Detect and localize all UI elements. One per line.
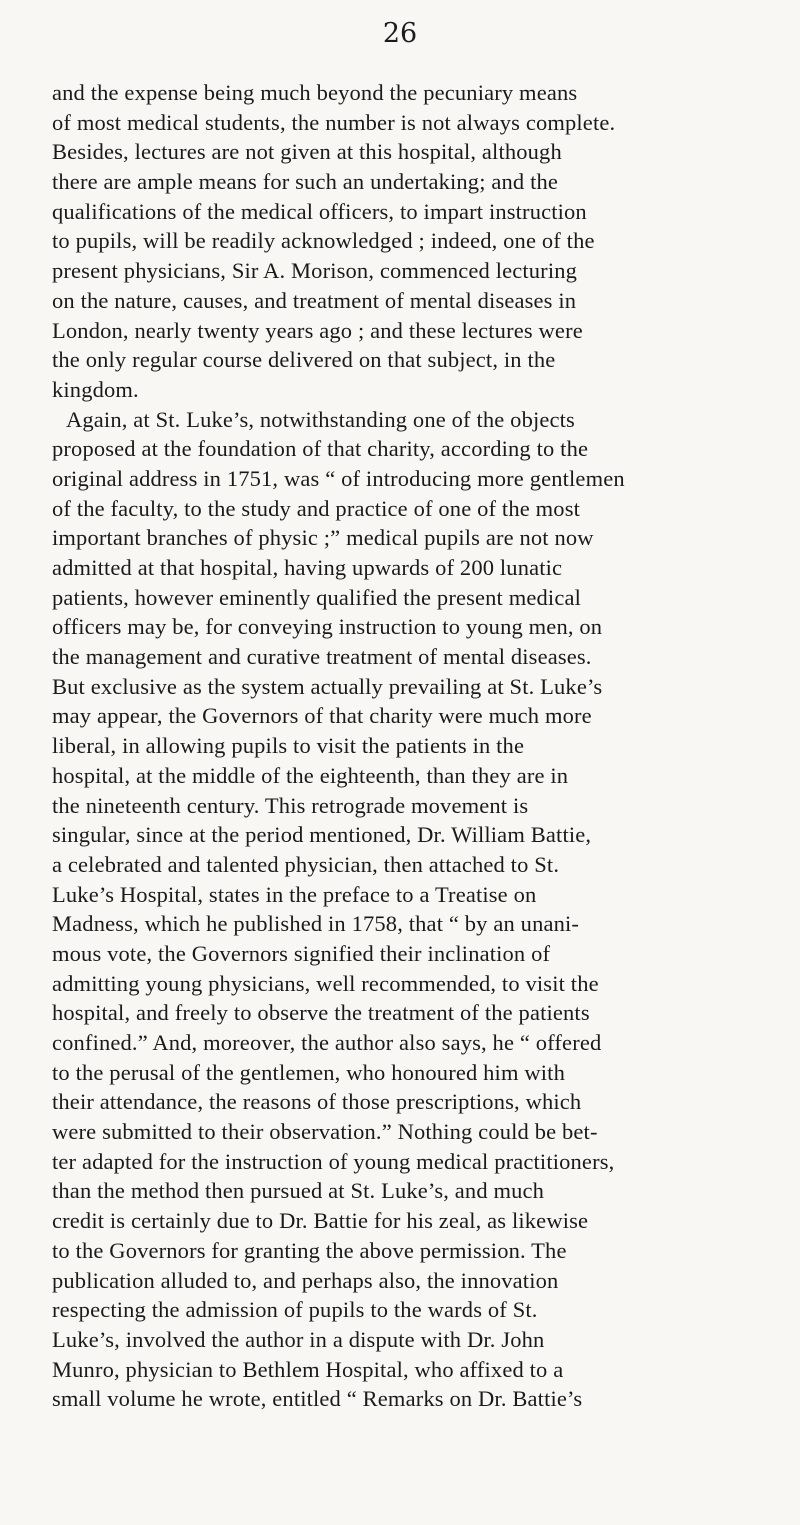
text-line: Munro, physician to Bethlem Hospital, who affixed to a xyxy=(52,1356,564,1382)
text-line: mous vote, the Governors signified their inclination of xyxy=(52,940,551,966)
text-line: admitted at that hospital, having upwards of 200 lunatic xyxy=(52,555,563,580)
text-line: publication alluded to, and perhaps also, the innovation xyxy=(52,1267,559,1293)
text-line: credit is certainly due to Dr. Battie for his zeal, as likewise xyxy=(52,1208,589,1234)
text-line: important branches of physic ;” medical pupils are not now xyxy=(52,525,594,551)
text-line: the management and curative treatment of mental diseases. xyxy=(52,644,592,670)
text-line: hospital, and freely to observe the treatment of the patients xyxy=(52,1000,590,1026)
text-line: than the method then pursued at St. Luke’s, and much xyxy=(52,1178,545,1204)
text-line: confined.” And, moreover, the author also says, he “ offered xyxy=(52,1030,602,1055)
text-line: proposed at the foundation of that charity, according to the xyxy=(52,436,589,462)
text-line: hospital, at the middle of the eighteenth, than they are in xyxy=(52,762,569,788)
text-line: to the perusal of the gentlemen, who honoured him with xyxy=(52,1059,565,1085)
page-number: 26 xyxy=(382,18,418,49)
text-line: Madness, which he published in 1758, that “ by an unani- xyxy=(52,911,580,937)
text-line: were submitted to their observation.” Nothing could be bet- xyxy=(52,1119,598,1145)
text-line: qualifications of the medical officers, to impart instruction xyxy=(52,198,587,224)
text-line: respecting the admission of pupils to the wards of St. xyxy=(52,1297,538,1323)
text-line: Luke’s, involved the author in a dispute with Dr. John xyxy=(52,1326,545,1352)
text-line: Luke’s Hospital, states in the preface to a Treatise on xyxy=(52,881,537,907)
text-line: liberal, in allowing pupils to visit the patients in the xyxy=(52,733,525,759)
text-line: the nineteenth century. This retrograde movement is xyxy=(52,792,529,818)
text-line: London, nearly twenty years ago ; and these lectures were xyxy=(52,317,583,343)
text-line: to the Governors for granting the above permission. The xyxy=(52,1237,567,1263)
text-line: Besides, lectures are not given at this hospital, although xyxy=(52,139,562,165)
text-line: officers may be, for conveying instruction to young men, on xyxy=(52,614,603,640)
text-line: original address in 1751, was “ of introducing more gentlemen xyxy=(52,465,625,491)
text-line: kingdom. xyxy=(52,376,139,402)
text-line: a celebrated and talented physician, then attached to St. xyxy=(52,851,560,877)
text-line: their attendance, the reasons of those prescriptions, which xyxy=(52,1089,582,1115)
paragraph-start-line: Again, at St. Luke’s, notwithstanding one of the objects xyxy=(66,406,575,432)
text-line: ter adapted for the instruction of young medical practitioners, xyxy=(52,1148,615,1174)
text-line: present physicians, Sir A. Morison, commenced lecturing xyxy=(52,258,578,284)
text-line: to pupils, will be readily acknowledged ; indeed, one of the xyxy=(52,228,595,254)
text-line: on the nature, causes, and treatment of mental diseases in xyxy=(52,287,577,313)
text-line: admitting young physicians, well recommended, to visit the xyxy=(52,970,599,996)
text-line: there are ample means for such an undertaking; and the xyxy=(52,169,559,195)
text-line: the only regular course delivered on that subject, in the xyxy=(52,347,556,373)
text-line: may appear, the Governors of that charity were much more xyxy=(52,703,592,729)
text-line: and the expense being much beyond the pecuniary means xyxy=(52,80,578,105)
text-line: patients, however eminently qualified the present medical xyxy=(52,584,581,610)
text-line: singular, since at the period mentioned, Dr. William Battie, xyxy=(52,822,592,848)
text-line: small volume he wrote, entitled “ Remarks on Dr. Battie’s xyxy=(52,1386,583,1412)
text-line: But exclusive as the system actually prevailing at St. Luke’s xyxy=(52,673,603,699)
text-line: of the faculty, to the study and practice of one of the most xyxy=(52,495,581,521)
text-line: of most medical students, the number is not always complete. xyxy=(52,109,616,135)
body-text xyxy=(52,78,760,1414)
